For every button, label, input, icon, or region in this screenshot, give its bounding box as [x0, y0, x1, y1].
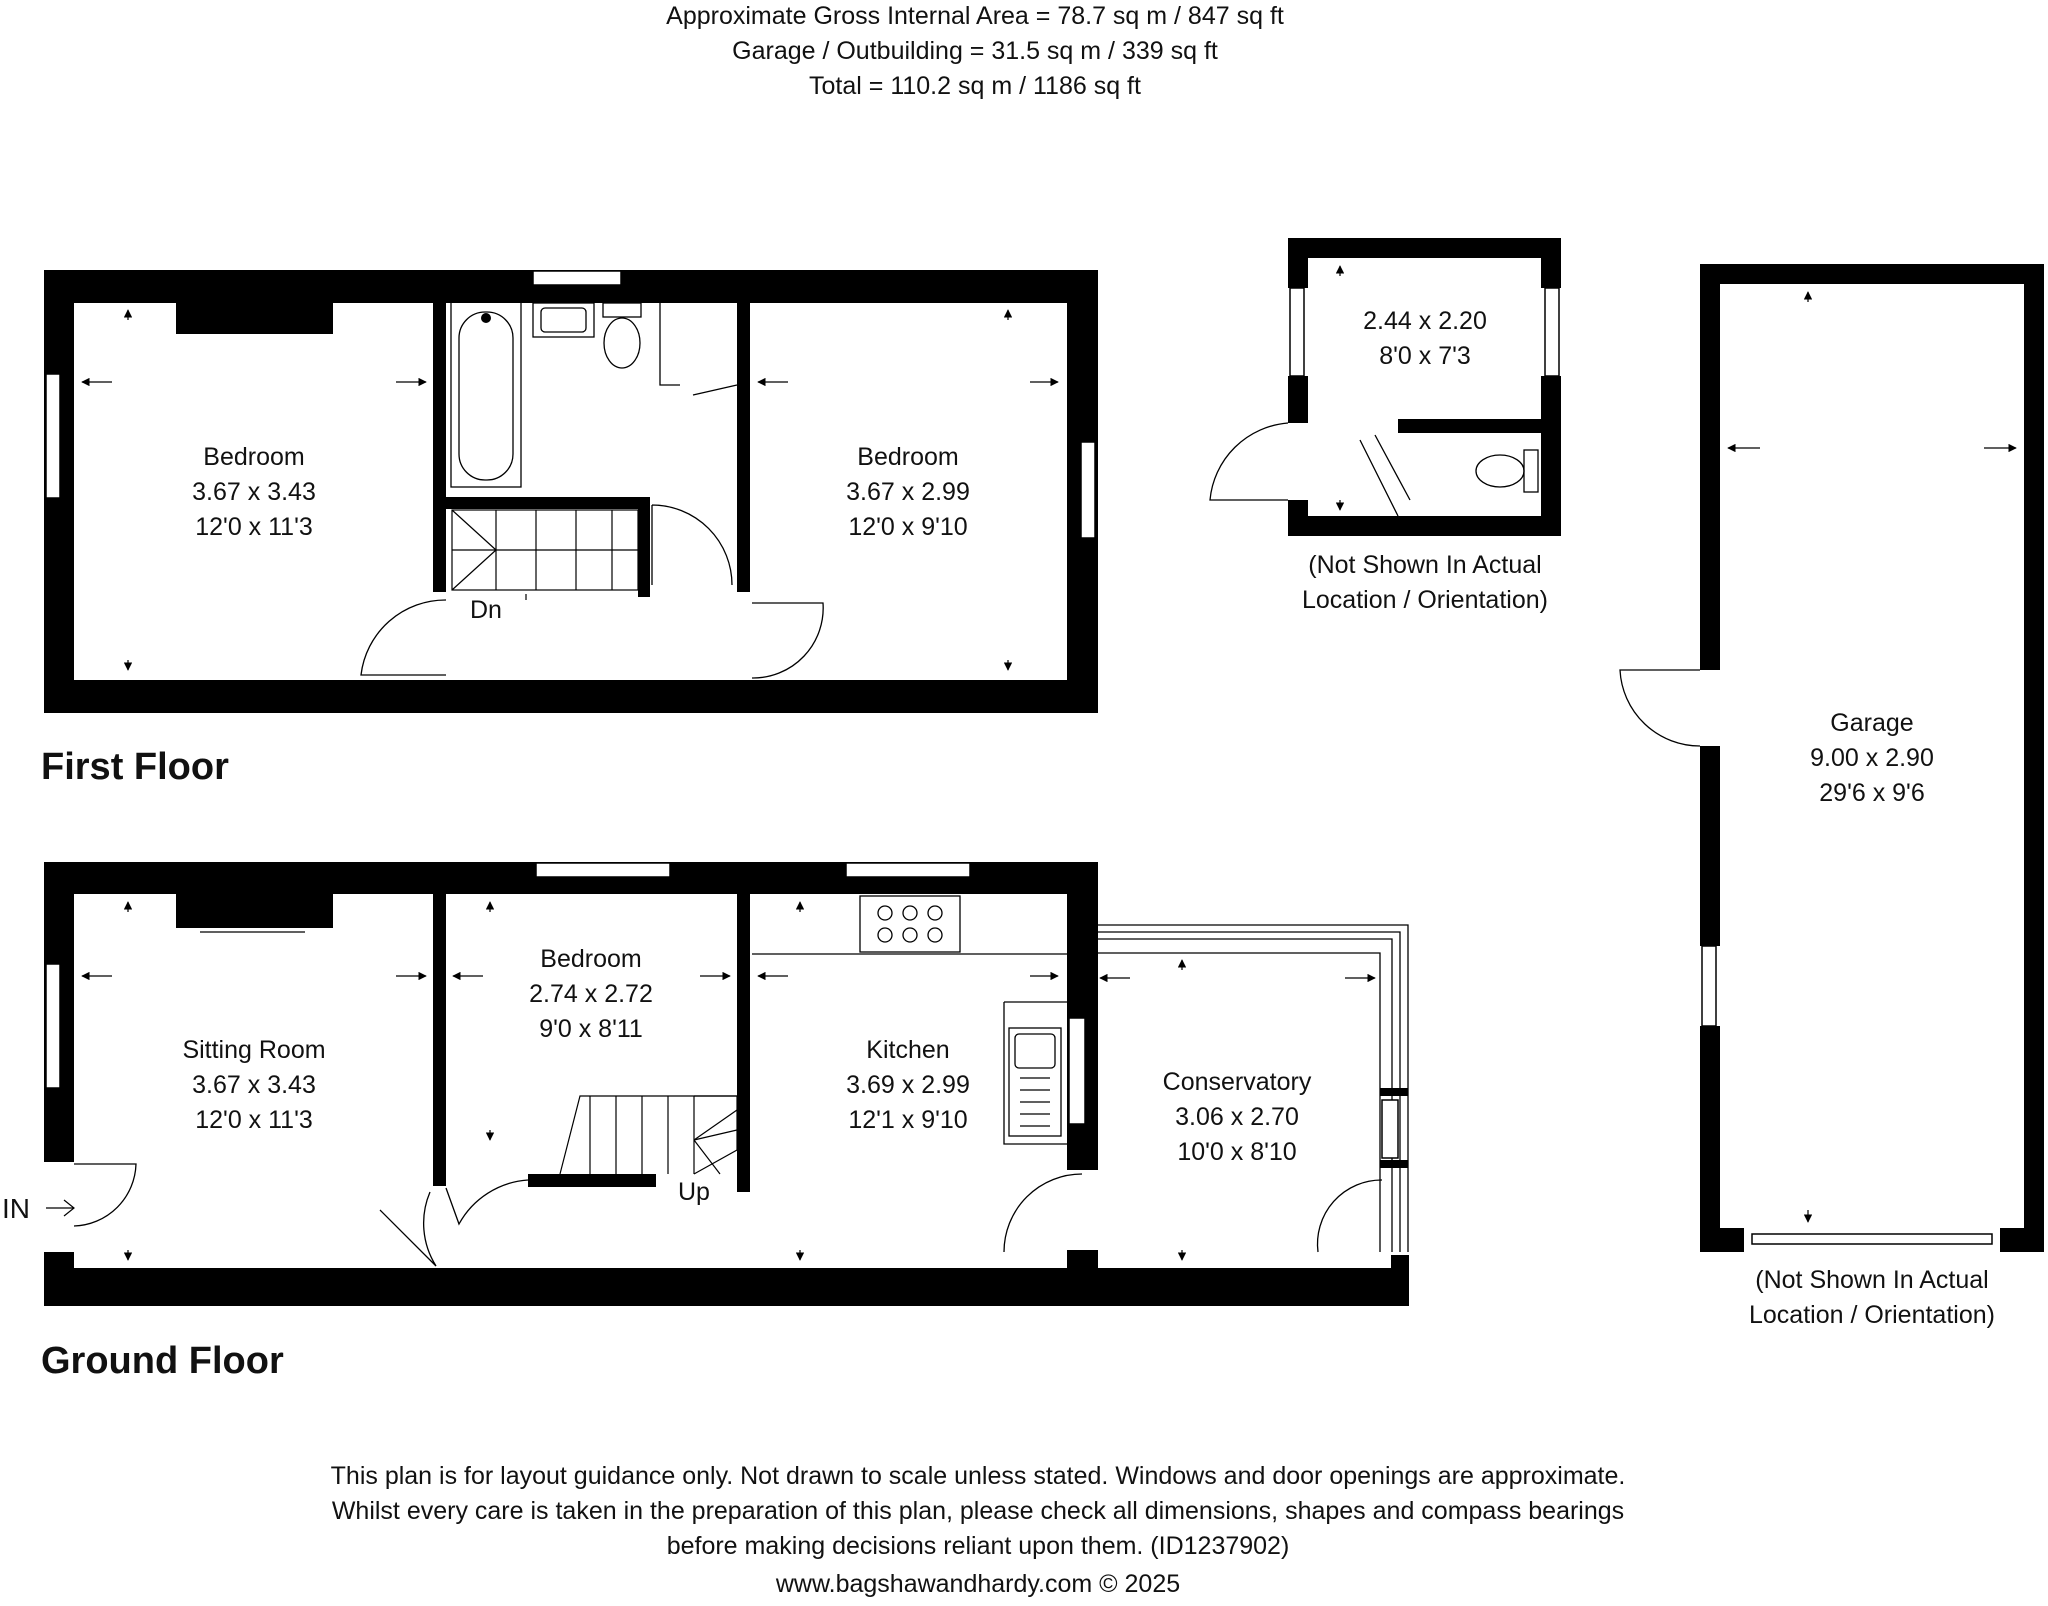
outbuilding-metric: 2.44 x 2.20: [1363, 307, 1487, 335]
kitchen-imperial: 12'1 x 9'10: [848, 1106, 968, 1134]
gf-bedroom-metric: 2.74 x 2.72: [529, 980, 653, 1008]
toilet-icon: [1476, 450, 1538, 492]
garage-note-line2: Location / Orientation): [1749, 1301, 1995, 1329]
entrance-arrow-icon: [46, 1200, 74, 1216]
disclaimer-line3: before making decisions reliant upon them. (ID1237902): [666, 1532, 1290, 1560]
garage-note-line1: (Not Shown In Actual: [1755, 1266, 1989, 1294]
sitting-room-imperial: 12'0 x 11'3: [195, 1106, 313, 1134]
ff-bedroom-right-imperial: 12'0 x 9'10: [848, 513, 968, 541]
entrance-label: IN: [2, 1193, 30, 1224]
area-summary: [666, 2, 1284, 100]
garage-metric: 9.00 x 2.90: [1810, 744, 1934, 772]
conservatory-name: Conservatory: [1162, 1068, 1312, 1096]
ff-bedroom-right-name: Bedroom: [857, 443, 959, 471]
staircase-icon: [452, 510, 638, 600]
hob-icon: [860, 896, 960, 952]
outbuilding-imperial: 8'0 x 7'3: [1379, 342, 1471, 370]
window-icon: [46, 374, 60, 498]
garage-imperial: 29'6 x 9'6: [1819, 779, 1925, 807]
ff-bedroom-right-metric: 3.67 x 2.99: [846, 478, 970, 506]
outbuilding-plan: [1210, 238, 1561, 614]
first-floor-plan: [41, 270, 1098, 788]
disclaimer-line2: Whilst every care is taken in the preparation of this plan, please check all dimensions, shapes and compass bearings: [331, 1497, 1625, 1525]
garage-area-text: Garage / Outbuilding = 31.5 sq m / 339 sq ft: [732, 37, 1218, 65]
first-floor-stairs-label: Dn: [470, 596, 502, 624]
website-link[interactable]: www.bagshawandhardy.com © 2025: [775, 1570, 1181, 1598]
total-area-text: Total = 110.2 sq m / 1186 sq ft: [809, 72, 1141, 100]
basin-icon: [533, 303, 594, 337]
kitchen-name: Kitchen: [866, 1036, 950, 1064]
staircase-icon: [560, 1096, 737, 1174]
sitting-room-name: Sitting Room: [182, 1036, 326, 1064]
disclaimer: [331, 1462, 1626, 1598]
sink-icon: [1009, 1028, 1061, 1136]
garage-name: Garage: [1830, 709, 1914, 737]
kitchen-metric: 3.69 x 2.99: [846, 1071, 970, 1099]
first-floor-title: First Floor: [41, 746, 229, 788]
gross-area-text: Approximate Gross Internal Area = 78.7 sq m / 847 sq ft: [666, 2, 1284, 30]
gf-bedroom-imperial: 9'0 x 8'11: [539, 1015, 643, 1043]
door-swing-icon: [361, 600, 446, 675]
ff-bedroom-left-metric: 3.67 x 3.43: [192, 478, 316, 506]
conservatory-metric: 3.06 x 2.70: [1175, 1103, 1299, 1131]
ff-bedroom-left-name: Bedroom: [203, 443, 305, 471]
conservatory-imperial: 10'0 x 8'10: [1177, 1138, 1297, 1166]
sitting-room-metric: 3.67 x 3.43: [192, 1071, 316, 1099]
garage-plan: [1620, 264, 2044, 1329]
gf-bedroom-name: Bedroom: [540, 945, 642, 973]
toilet-icon: [603, 303, 641, 368]
outbuilding-note-line2: Location / Orientation): [1302, 586, 1548, 614]
ground-floor-stairs-label: Up: [678, 1178, 710, 1206]
disclaimer-line1: This plan is for layout guidance only. Not drawn to scale unless stated. Windows and door openings are approximate.: [330, 1462, 1626, 1490]
bath-icon: [451, 300, 521, 487]
ground-floor-plan: [2, 862, 1409, 1382]
outbuilding-note-line1: (Not Shown In Actual: [1308, 551, 1542, 579]
ground-floor-title: Ground Floor: [41, 1340, 284, 1382]
ff-bedroom-left-imperial: 12'0 x 11'3: [195, 513, 313, 541]
